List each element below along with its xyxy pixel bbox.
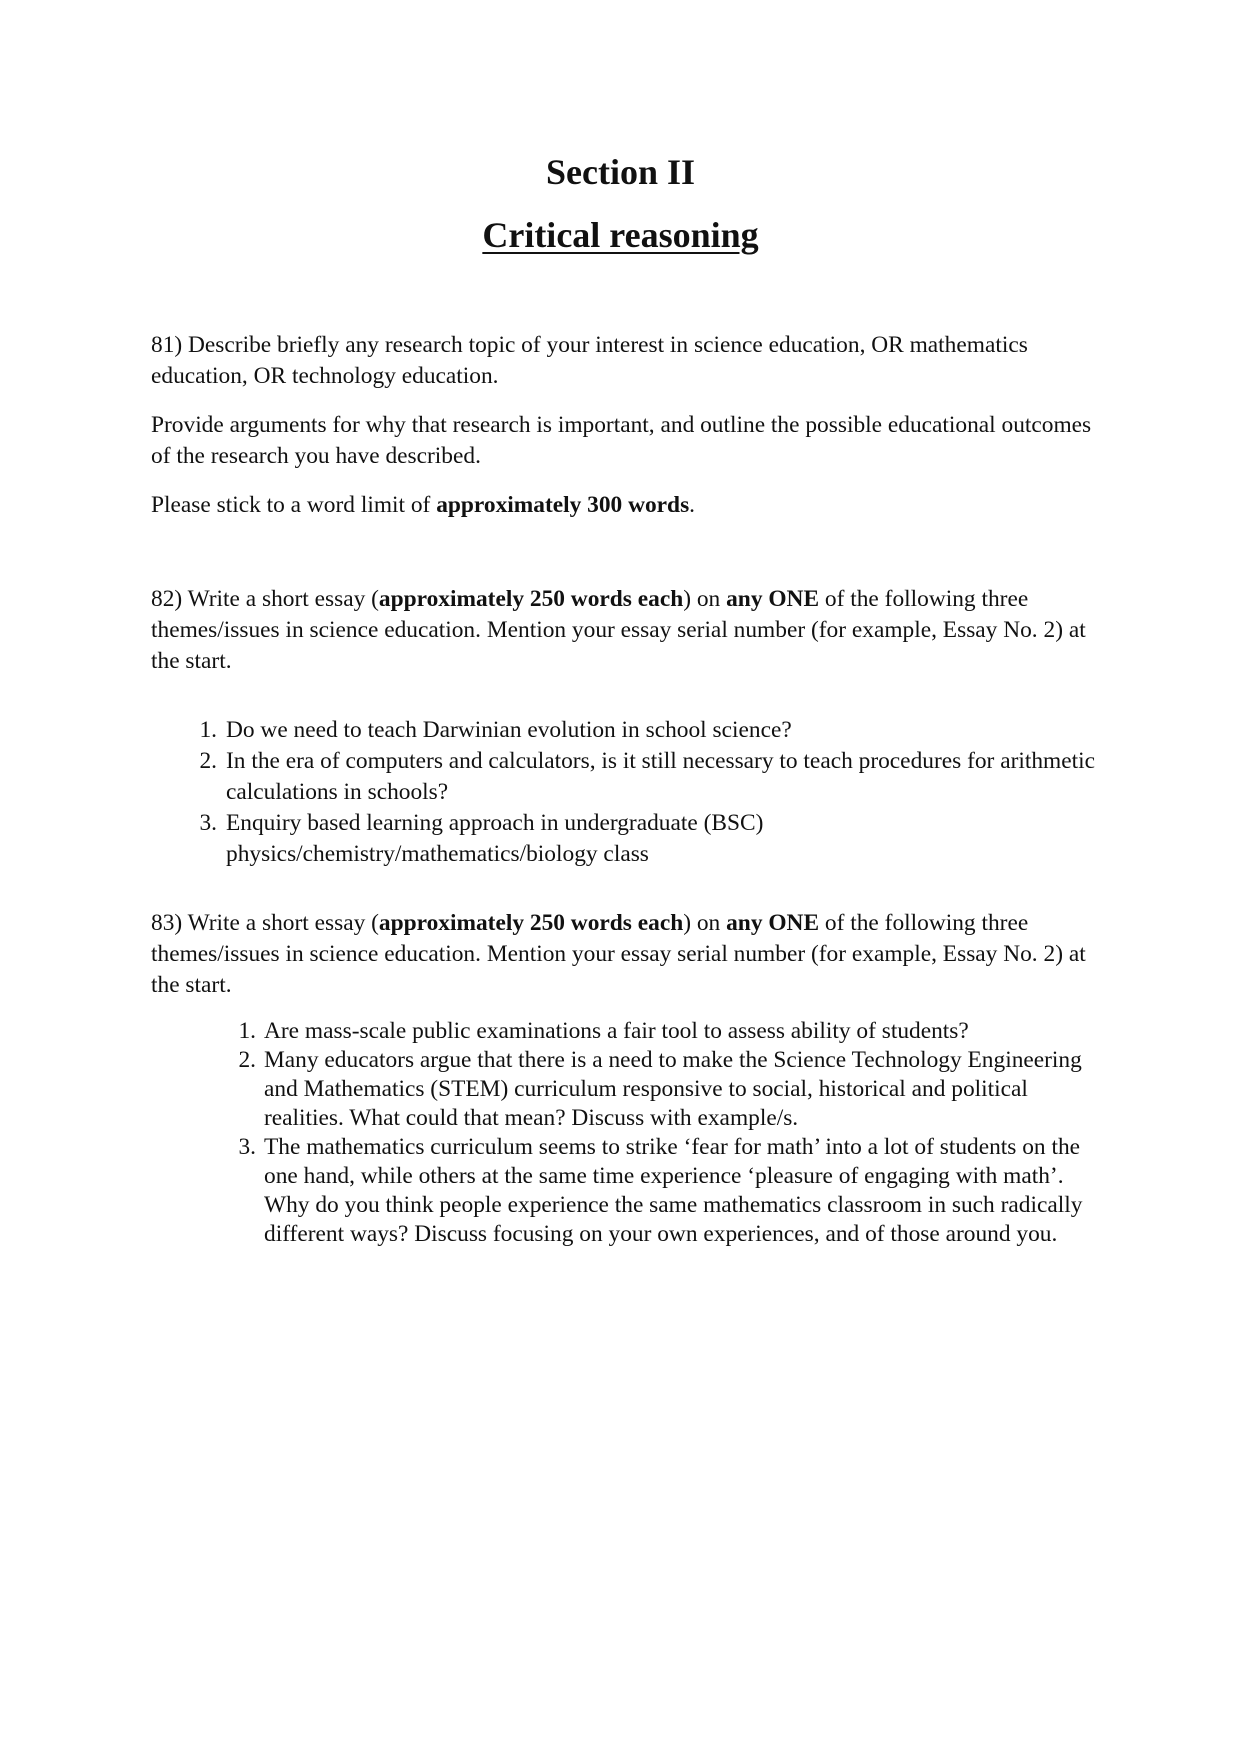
list-item: [151, 715, 1097, 746]
q81-word-limit-pre: Please stick to a word limit of: [151, 492, 437, 518]
question-81: [151, 330, 1097, 521]
list-item-number: 1.: [199, 717, 217, 743]
q82-prompt-pre: 82) Write a short essay (: [151, 586, 379, 612]
list-item-number: 3.: [199, 810, 217, 836]
list-item-text: Do we need to teach Darwinian evolution in school science?: [226, 717, 792, 743]
list-item: [151, 746, 1097, 808]
q82-prompt-bold-words: approximately 250 words each: [378, 586, 684, 612]
page-title: Critical reasoning: [482, 215, 759, 255]
q82-prompt-bold-one: any ONE: [726, 586, 820, 612]
q81-prompt: 81) Describe briefly any research topic of your interest in science education, OR mathematics education, OR technology education.: [151, 332, 1028, 389]
list-item: [151, 1133, 1097, 1249]
question-82: [151, 584, 1097, 870]
q81-word-limit: [151, 490, 1097, 521]
section-heading: Section II: [545, 152, 695, 192]
list-item-text: The mathematics curriculum seems to strike ‘fear for math’ into a lot of students on the one hand, while others at the same time experience ‘pleasure of engaging with math’. Why do you think people experience the same mathematics classroom in such radically different ways? Discuss focusing on your own experiences, and of those around you.: [264, 1134, 1083, 1247]
q83-options-list: [151, 1017, 1097, 1249]
q81-instructions: Provide arguments for why that research is important, and outline the possible educational outcomes of the research you have described.: [151, 412, 1092, 469]
list-item: [151, 1046, 1097, 1133]
q83-prompt-mid: ) on: [683, 910, 727, 936]
list-item-number: 1.: [238, 1018, 256, 1044]
q82-prompt: [151, 584, 1097, 677]
list-item: [151, 808, 1097, 870]
list-item-text: Many educators argue that there is a need to make the Science Technology Engineering and Mathematics (STEM) curriculum responsive to social, historical and political realities. What could that mean? Discuss with example/s.: [264, 1047, 1082, 1131]
list-item-text: In the era of computers and calculators, is it still necessary to teach procedures for arithmetic calculations in schools?: [226, 748, 1096, 805]
question-83: [151, 908, 1097, 1249]
list-item-text: Are mass-scale public examinations a fair tool to assess ability of students?: [264, 1018, 969, 1044]
q81-word-limit-bold: approximately 300 words: [436, 492, 690, 518]
list-item-number: 3.: [238, 1134, 256, 1160]
q82-prompt-post: of the following three themes/issues in science education. Mention your essay serial number (for example, Essay No. 2) at the start.: [151, 586, 1086, 674]
q82-options-list: [151, 715, 1097, 870]
q83-prompt-bold-words: approximately 250 words each: [378, 910, 684, 936]
q83-prompt-bold-one: any ONE: [726, 910, 820, 936]
q83-prompt-post: of the following three themes/issues in science education. Mention your essay serial number (for example, Essay No. 2) at the start.: [151, 910, 1086, 998]
list-item-text: Enquiry based learning approach in undergraduate (BSC) physics/chemistry/mathematics/biology class: [226, 810, 764, 867]
q83-prompt-pre: 83) Write a short essay (: [151, 910, 379, 936]
q81-word-limit-post: .: [689, 492, 696, 518]
list-item-number: 2.: [199, 748, 217, 774]
list-item-number: 2.: [238, 1047, 256, 1073]
q83-prompt: [151, 908, 1097, 1001]
list-item: [151, 1017, 1097, 1046]
q82-prompt-mid: ) on: [683, 586, 727, 612]
